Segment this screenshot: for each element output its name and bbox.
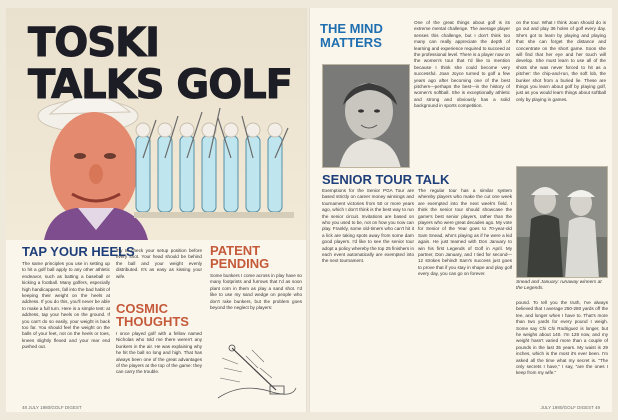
tap-heels-body: The same principles you use in setting up to hit a golf ball apply to any other athletic endeavor, such as batting a baseball or kicking a football. Many golfers, especially high handicappers, fall into the bad habit of keeping their weight on the heels at address. If you do this, you'll never be able to make a full turn. Here is a simple test: at address, tap your heels on the ground. If you can't do so easily, your weight is back too far. You should feel the weight on the balls of your feet, not on the heels or toes, knees slightly flexed and your rear end pushed out. [22,261,110,350]
portrait-photo [322,64,410,168]
cosmic-thoughts-body: I once played golf with a fellow named Nicholas who told me there weren't any bunkers in the air. He was explaining why he hit the ball so long and high. That has always been one of the great advantages of the players at the top of the game: they can carry the trouble. [116,331,202,375]
mind-matters-body: One of the great things about golf is its extreme mental challenge. The average player senses this challenge, but I don't think too many can really appreciate the depth of learning and experience required to succeed at the professional level. There is a player now on the women's tour that I'd like to mention because I think she could become very successful. Joan Joyce turned to golf a few years ago after becoming one of the best pitchers—perhaps the best—in the history of women's softball. She is exceptionally athletic and strong and obviously has a solid background in sports competition. [414,20,510,109]
photo-caption: Snead and January: runaway winners at the Legends. [516,280,602,291]
senior-tour-headline: SENIOR TOUR TALK [322,172,450,187]
bunker-rake-drawing [212,328,300,408]
mind-matters-section [320,22,408,50]
mind-matters-headline-2: MATTERS [320,35,382,50]
cosmic-thoughts-headline: COSMIC THOUGHTS [116,301,189,329]
patent-pending-section [210,244,302,317]
tap-heels-headline: TAP YOUR HEELS [22,244,135,259]
title-line-1: TOSKI [28,20,159,66]
senior-tour-body-cont: The regular tour has a similar system whereby players who make the cut one week are exempted into the next week's field. I think the senior tour should showcase the game's best senior players, rather than the players who were great decades ago. My vote for Senior of the Year goes to 70-year-old Sam Snead, who's playing as if he were a kid again. He just teamed with Don January to win his first Legends of Golf in April. My partner, Don January, and I tied for second—12 strokes behind! Sam's success just goes to prove that if you stay in shape and play golf every day, you can go on forever. [418,188,512,277]
cosmic-thoughts-section [116,302,202,389]
snead-january-photo [516,166,608,278]
patent-pending-headline: PATENT PENDING [210,243,270,271]
patent-pending-body: Some bunkers I come across in play have so many footprints and furrows that I'd as soon plant corn in them as play a sand shot. I'd like to use my sand wedge on people who don't rake bunkers, but the problem goes beyond the neglect by players: [210,273,302,311]
hero-illustration [6,8,306,240]
page-footer-left: 48 JULY 1980/GOLF DIGEST [22,405,82,410]
right-page [310,8,612,412]
page-footer-right: JULY 1980/GOLF DIGEST 49 [540,405,600,410]
article-title [28,22,292,106]
senior-tour-body-end: pound. To tell you the truth, I've always believed that I average 250-280 yards off the tee, and longer when I have to. That's more than two yards for every pound I weigh. Some say Chi Chi Rodriguez is longer, but he weighs about 140. I'm 128 now, and my weight hasn't varied more than a couple of pounds in the last 35 years. My waist is 29 inches, which is the most it's ever been. I'm asked all the time what my secret is. "The only secrets I have," I say, "are the ones I keep from my wife." [516,300,608,376]
mind-matters-headline-1: THE MIND [320,21,383,36]
senior-tour-body: Exemptions for the Senior PGA Tour are based strictly on career money winnings and tournament victories from 50 or more years ago, which I don't think is the best way to run the senior circuit. Invitations are based on who you used to be, not on how you now can play. Frankly, some old-timers who can't hit it a lick are taking spots away from some darn good players. I'd like to see the senior tour adopt a policy whereby the top 25 finishers in each event automatically are exempted into the next tournament. [322,188,414,264]
tap-heels-body-cont: Try to check your setup position before every shot. Your head should be behind the ball and your weight evenly distributed. It's as easy as kissing your wife. [116,248,202,279]
title-line-2: TALKS GOLF [28,62,293,108]
mind-matters-body-cont: on the tour. What I think Joan should do is go out and play 36 holes of golf every day. She's got to learn by playing and playing that she can forget the distance and concentrate on the short game. Soon she will find that her eye and her touch will develop. She must learn to use all of the shots she was never forced to hit as a pitcher: the chip-and-run, the soft lob, the bunker shot from a buried lie. These are things you learn about golf by playing golf, just as you would learn things about softball only by playing in games. [516,20,606,102]
left-page [6,8,306,412]
